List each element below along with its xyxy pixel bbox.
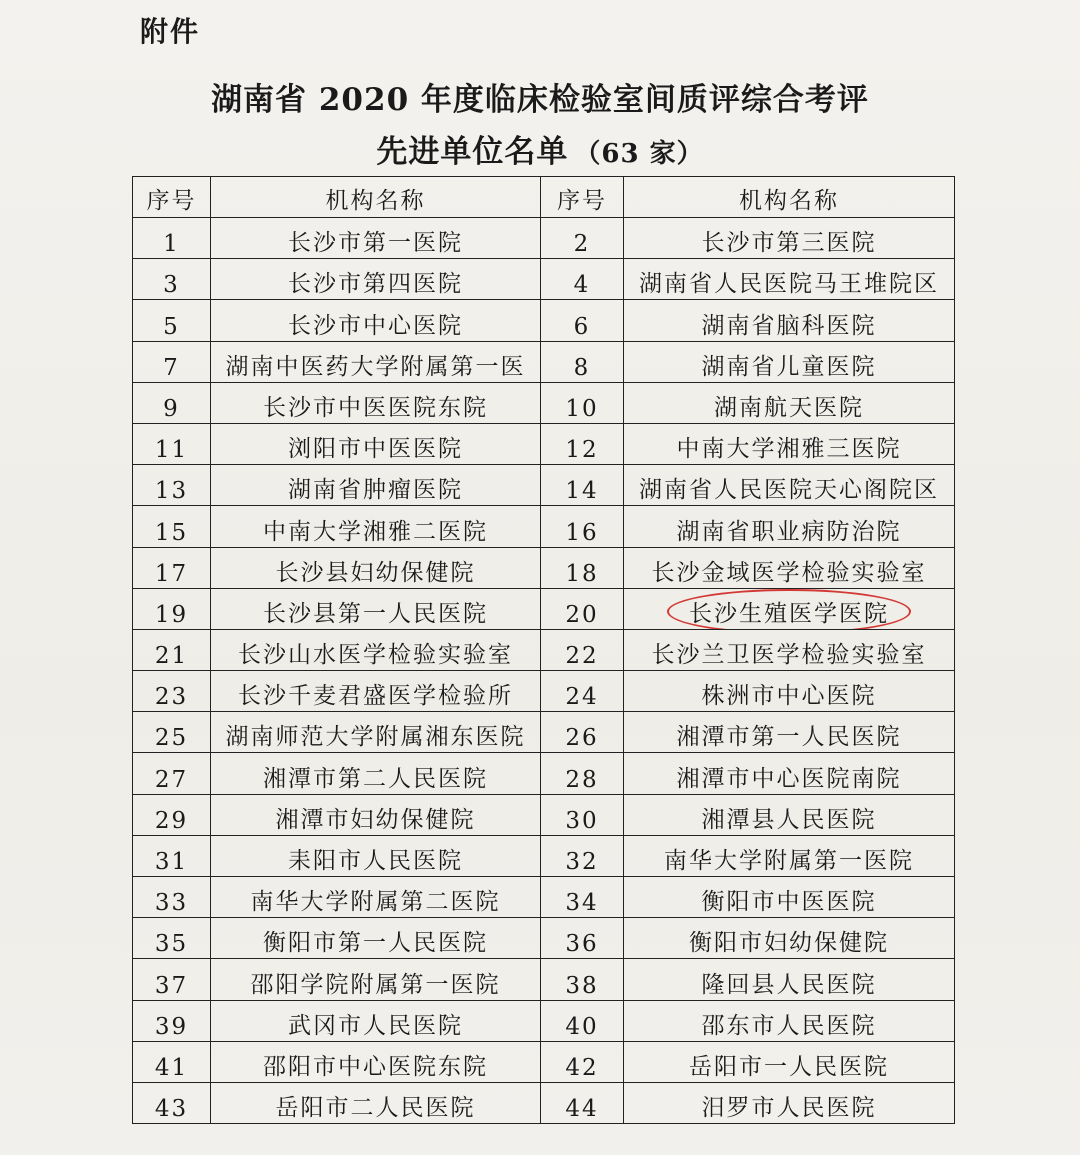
seq-cell: 30 xyxy=(541,794,624,835)
seq-cell: 22 xyxy=(541,629,624,670)
seq-cell: 7 xyxy=(133,341,211,382)
institution-name-cell: 湘潭市第二人民医院 xyxy=(211,753,541,794)
seq-cell: 44 xyxy=(541,1082,624,1123)
seq-cell: 2 xyxy=(541,218,624,259)
seq-cell: 29 xyxy=(133,794,211,835)
institution-name-cell: 衡阳市妇幼保健院 xyxy=(624,918,955,959)
seq-cell: 43 xyxy=(133,1082,211,1123)
institution-name-cell: 长沙市第三医院 xyxy=(624,218,955,259)
table-row xyxy=(133,423,955,464)
seq-cell: 34 xyxy=(541,877,624,918)
seq-cell: 32 xyxy=(541,835,624,876)
institution-name-cell: 湖南省人民医院马王堆院区 xyxy=(624,259,955,300)
seq-cell: 18 xyxy=(541,547,624,588)
attachment-label: 附件 xyxy=(140,15,201,48)
table-row xyxy=(133,877,955,918)
institution-name-cell: 湖南省肿瘤医院 xyxy=(211,465,541,506)
institution-name-cell: 湖南师范大学附属湘东医院 xyxy=(211,712,541,753)
institution-name-cell: 长沙山水医学检验实验室 xyxy=(211,629,541,670)
seq-cell: 25 xyxy=(133,712,211,753)
title-line1: 湖南省 2020 年度临床检验室间质评综合考评 xyxy=(211,82,869,118)
seq-cell: 8 xyxy=(541,341,624,382)
institution-name-cell: 中南大学湘雅二医院 xyxy=(211,506,541,547)
institution-name-cell: 衡阳市第一人民医院 xyxy=(211,918,541,959)
seq-cell: 35 xyxy=(133,918,211,959)
institution-name-cell: 中南大学湘雅三医院 xyxy=(624,423,955,464)
institution-name-cell: 湖南省脑科医院 xyxy=(624,300,955,341)
institution-name-cell: 湘潭市中心医院南院 xyxy=(624,753,955,794)
table-row xyxy=(133,465,955,506)
seq-cell: 19 xyxy=(133,588,211,629)
institution-name-cell: 长沙兰卫医学检验实验室 xyxy=(624,629,955,670)
institution-name-cell: 湘潭县人民医院 xyxy=(624,794,955,835)
seq-cell: 36 xyxy=(541,918,624,959)
table-row xyxy=(133,1082,955,1123)
table-row xyxy=(133,547,955,588)
institution-name-cell: 长沙市中医医院东院 xyxy=(211,382,541,423)
institution-name-cell: 岳阳市一人民医院 xyxy=(624,1041,955,1082)
seq-cell: 38 xyxy=(541,959,624,1000)
institution-name-cell: 耒阳市人民医院 xyxy=(211,835,541,876)
institution-name-cell: 岳阳市二人民医院 xyxy=(211,1082,541,1123)
table-header-row xyxy=(133,177,955,218)
seq-cell: 24 xyxy=(541,671,624,712)
seq-cell: 9 xyxy=(133,382,211,423)
seq-cell: 31 xyxy=(133,835,211,876)
seq-cell: 33 xyxy=(133,877,211,918)
seq-cell: 11 xyxy=(133,423,211,464)
seq-cell: 12 xyxy=(541,423,624,464)
seq-cell: 4 xyxy=(541,259,624,300)
institution-name-cell: 南华大学附属第一医院 xyxy=(624,835,955,876)
table-body xyxy=(133,218,955,1124)
institution-name-cell: 邵阳市中心医院东院 xyxy=(211,1041,541,1082)
seq-cell: 27 xyxy=(133,753,211,794)
seq-cell: 20 xyxy=(541,588,624,629)
seq-cell: 37 xyxy=(133,959,211,1000)
seq-cell: 1 xyxy=(133,218,211,259)
institution-name-cell: 长沙千麦君盛医学检验所 xyxy=(211,671,541,712)
institution-name-cell: 湘潭市第一人民医院 xyxy=(624,712,955,753)
seq-cell: 28 xyxy=(541,753,624,794)
seq-cell: 5 xyxy=(133,300,211,341)
seq-cell: 39 xyxy=(133,1000,211,1041)
institution-name-cell: 长沙县妇幼保健院 xyxy=(211,547,541,588)
institution-name-cell: 湖南省儿童医院 xyxy=(624,341,955,382)
institution-name-cell: 湖南省人民医院天心阁院区 xyxy=(624,465,955,506)
title-line2: 先进单位名单 xyxy=(376,134,569,170)
institution-name-cell: 邵阳学院附属第一医院 xyxy=(211,959,541,1000)
header-seq-right: 序号 xyxy=(541,177,624,218)
seq-cell: 41 xyxy=(133,1041,211,1082)
table-row xyxy=(133,588,955,629)
institution-name-cell: 湖南航天医院 xyxy=(624,382,955,423)
header-name-right: 机构名称 xyxy=(624,177,955,218)
institution-name-cell: 湖南中医药大学附属第一医 xyxy=(211,341,541,382)
institution-name: 长沙生殖医学医院 xyxy=(689,600,889,627)
highlighted-institution xyxy=(689,595,889,628)
table-row xyxy=(133,753,955,794)
institution-name-cell: 南华大学附属第二医院 xyxy=(211,877,541,918)
table-row xyxy=(133,629,955,670)
table-row xyxy=(133,506,955,547)
table-row xyxy=(133,712,955,753)
seq-cell: 15 xyxy=(133,506,211,547)
institution-name-cell: 湘潭市妇幼保健院 xyxy=(211,794,541,835)
document-title xyxy=(0,74,1080,119)
institution-name-cell: 湖南省职业病防治院 xyxy=(624,506,955,547)
table-row xyxy=(133,1000,955,1041)
institution-name-cell xyxy=(624,588,955,629)
institution-name-cell: 汨罗市人民医院 xyxy=(624,1082,955,1123)
table-row xyxy=(133,918,955,959)
document-subtitle xyxy=(0,126,1080,171)
table-row xyxy=(133,341,955,382)
seq-cell: 3 xyxy=(133,259,211,300)
table-row xyxy=(133,794,955,835)
institution-name-cell: 株洲市中心医院 xyxy=(624,671,955,712)
seq-cell: 26 xyxy=(541,712,624,753)
table-row xyxy=(133,959,955,1000)
table-row xyxy=(133,835,955,876)
table-row xyxy=(133,300,955,341)
header-name-left: 机构名称 xyxy=(211,177,541,218)
institution-name-cell: 长沙金域医学检验实验室 xyxy=(624,547,955,588)
seq-cell: 10 xyxy=(541,382,624,423)
seq-cell: 23 xyxy=(133,671,211,712)
table-row xyxy=(133,382,955,423)
institution-name-cell: 邵东市人民医院 xyxy=(624,1000,955,1041)
institution-name-cell: 衡阳市中医医院 xyxy=(624,877,955,918)
seq-cell: 6 xyxy=(541,300,624,341)
seq-cell: 42 xyxy=(541,1041,624,1082)
institution-name-cell: 隆回县人民医院 xyxy=(624,959,955,1000)
seq-cell: 40 xyxy=(541,1000,624,1041)
header-seq-left: 序号 xyxy=(133,177,211,218)
count-note: （63 家） xyxy=(574,139,704,169)
institution-name-cell: 长沙市第四医院 xyxy=(211,259,541,300)
table-row xyxy=(133,1041,955,1082)
institution-name-cell: 浏阳市中医医院 xyxy=(211,423,541,464)
seq-cell: 14 xyxy=(541,465,624,506)
seq-cell: 17 xyxy=(133,547,211,588)
seq-cell: 13 xyxy=(133,465,211,506)
institution-name-cell: 长沙县第一人民医院 xyxy=(211,588,541,629)
seq-cell: 16 xyxy=(541,506,624,547)
institution-name-cell: 长沙市第一医院 xyxy=(211,218,541,259)
award-roster-table xyxy=(132,176,955,1124)
table-row xyxy=(133,218,955,259)
table-row xyxy=(133,259,955,300)
table-row xyxy=(133,671,955,712)
institution-name-cell: 长沙市中心医院 xyxy=(211,300,541,341)
seq-cell: 21 xyxy=(133,629,211,670)
institution-name-cell: 武冈市人民医院 xyxy=(211,1000,541,1041)
